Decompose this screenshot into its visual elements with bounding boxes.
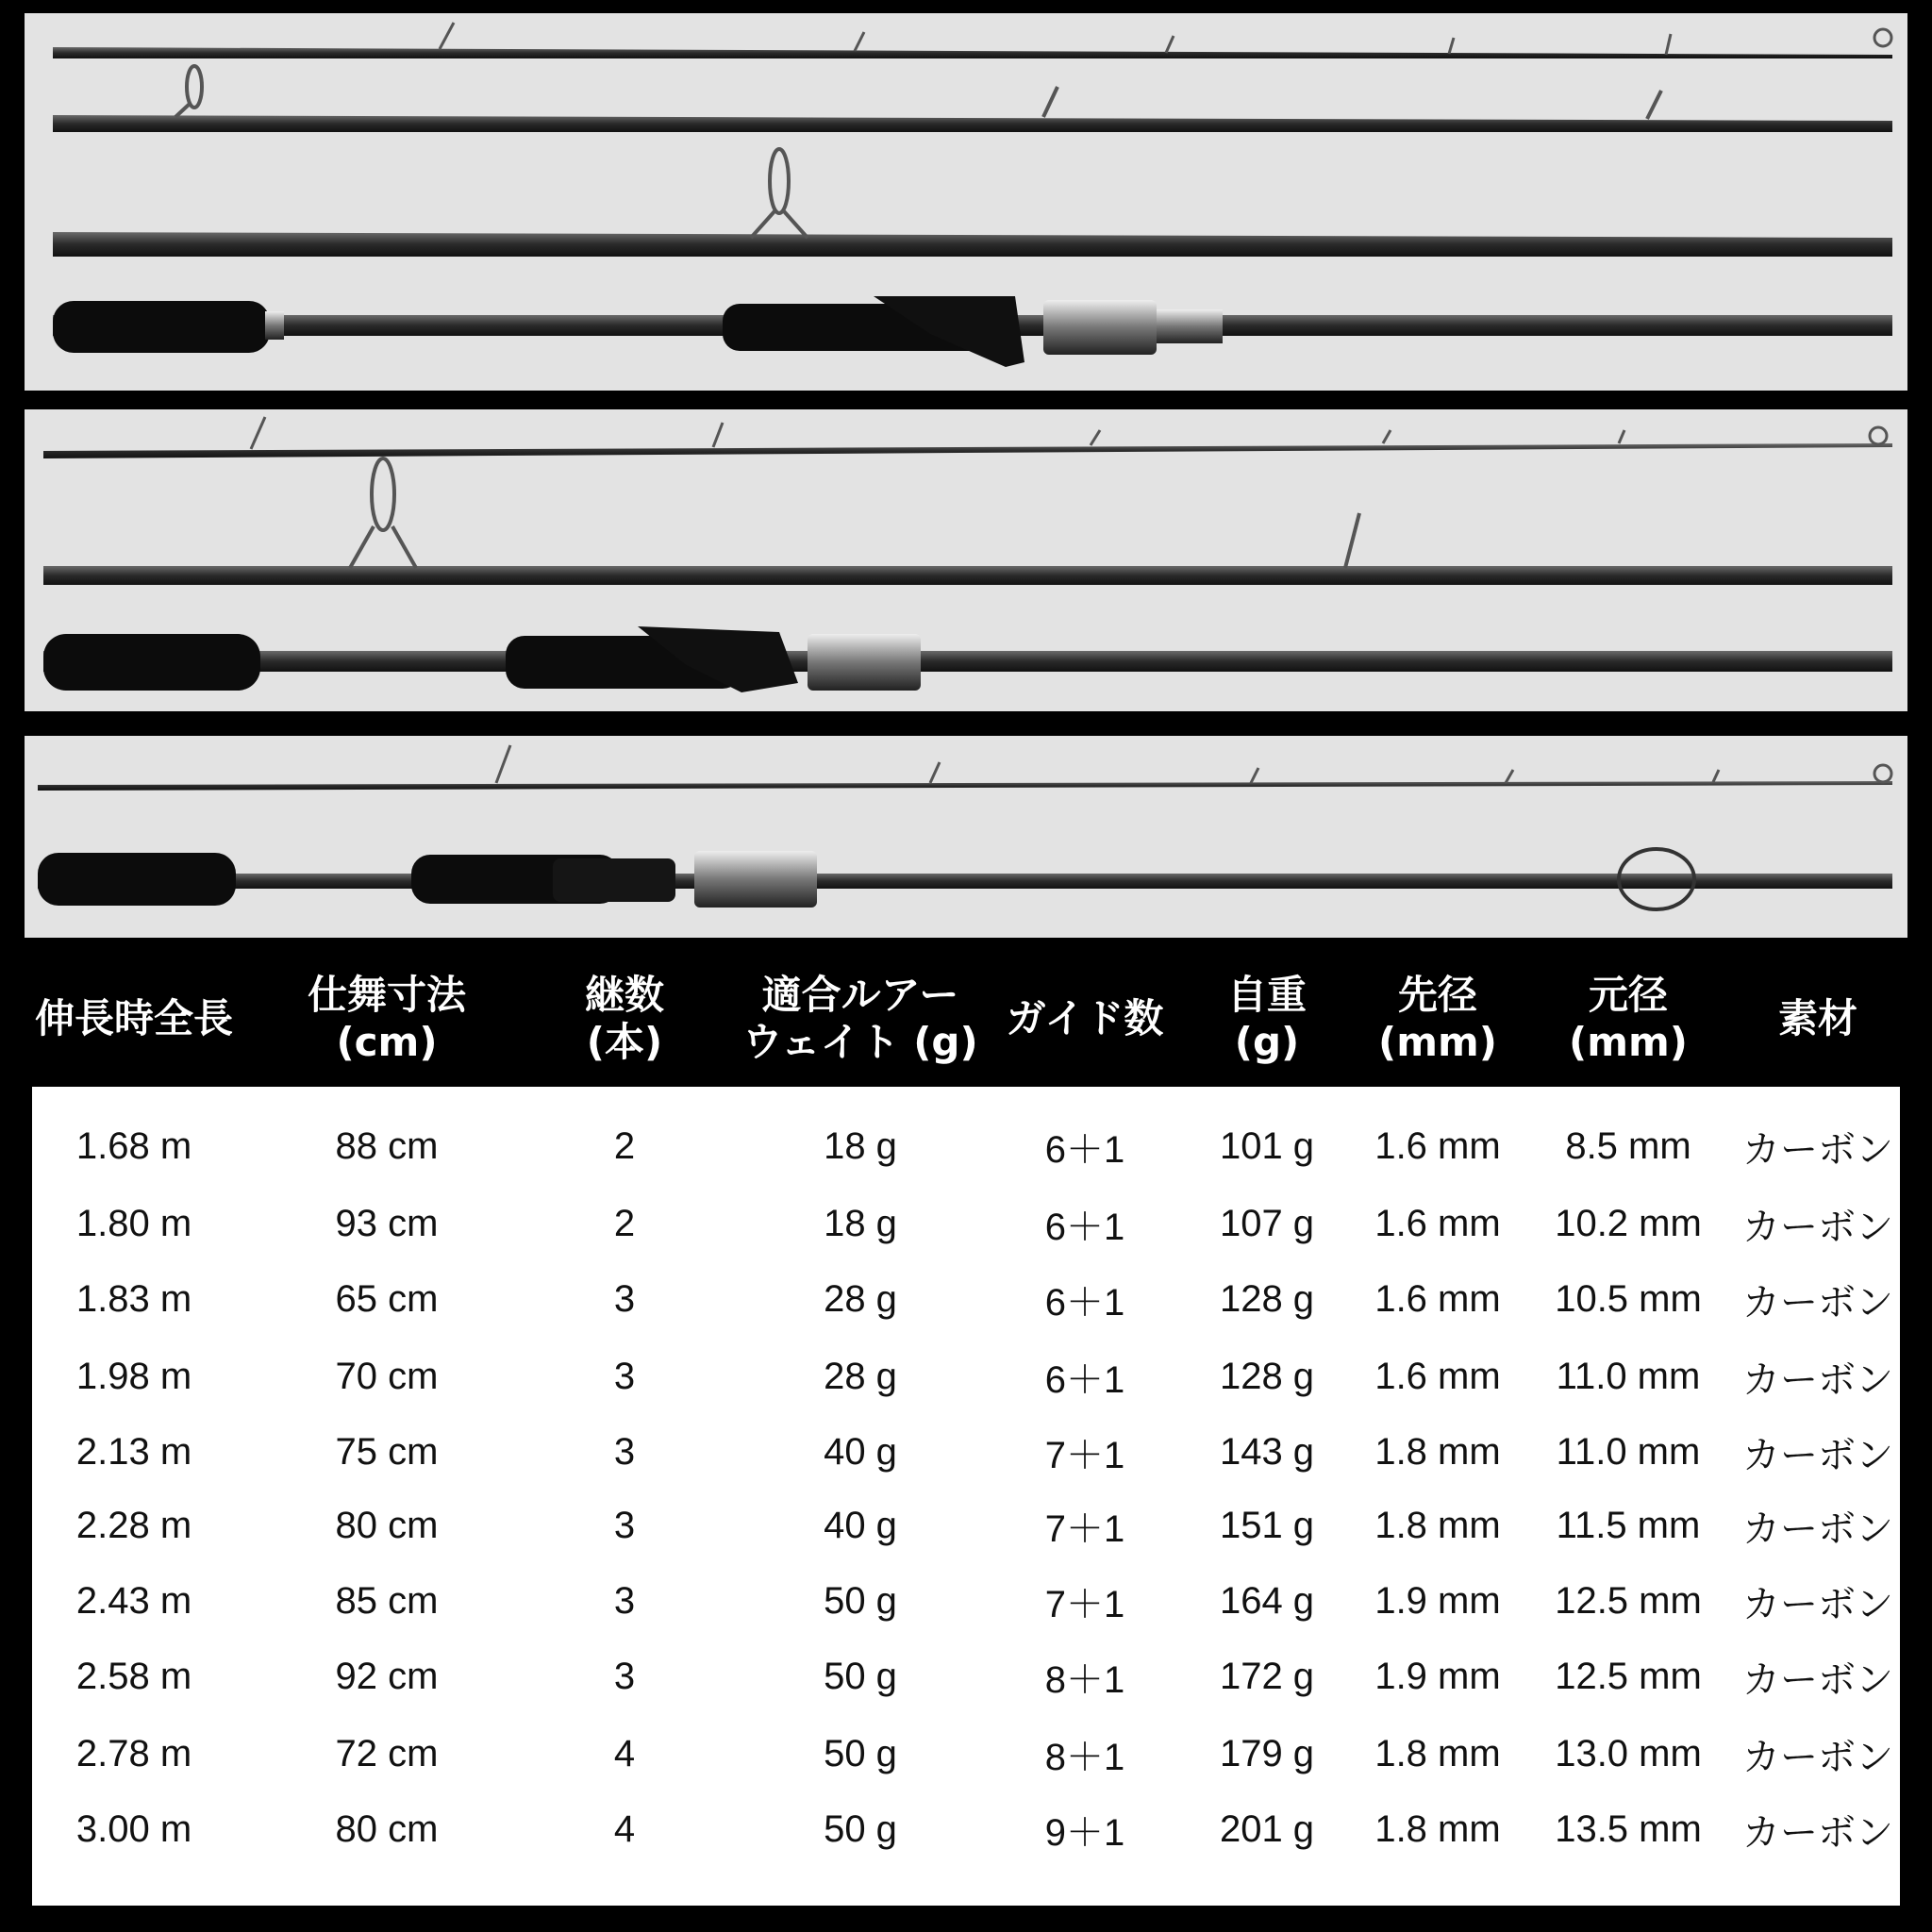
cell-lure: 18 g xyxy=(824,1202,897,1244)
cell-length: 3.00 m xyxy=(75,1807,192,1850)
cell-length: 2.28 m xyxy=(75,1504,192,1546)
cell-tip: 1.8 mm xyxy=(1374,1504,1501,1546)
cell-sections: 4 xyxy=(613,1807,636,1850)
cell-guides: 7＋1 xyxy=(1044,1583,1125,1625)
cell-packed: 70 cm xyxy=(335,1355,439,1397)
cell-weight: 151 g xyxy=(1219,1504,1315,1546)
cell-sections: 3 xyxy=(613,1504,636,1546)
cell-material: カーボン xyxy=(1742,1358,1893,1401)
table-row xyxy=(32,1563,1900,1639)
cell-packed: 75 cm xyxy=(335,1430,439,1473)
cell-tip: 1.8 mm xyxy=(1374,1430,1501,1473)
cell-tip: 1.9 mm xyxy=(1374,1655,1501,1697)
cell-tip: 1.8 mm xyxy=(1374,1732,1501,1774)
cell-tip: 1.6 mm xyxy=(1374,1355,1501,1397)
cell-weight: 172 g xyxy=(1219,1655,1315,1697)
header-guides: ガイド数 xyxy=(1006,995,1164,1041)
cell-material: カーボン xyxy=(1742,1281,1893,1324)
table-row xyxy=(32,1488,1900,1563)
cell-material: カーボン xyxy=(1742,1507,1893,1550)
cell-material: カーボン xyxy=(1742,1128,1893,1171)
cell-weight: 164 g xyxy=(1219,1579,1315,1622)
cell-tip: 1.6 mm xyxy=(1374,1202,1501,1244)
table-row xyxy=(32,1716,1900,1791)
cell-guides: 7＋1 xyxy=(1044,1507,1125,1550)
header-weight: 自重 (g) xyxy=(1226,972,1307,1065)
table-row xyxy=(32,1186,1900,1261)
cell-material: カーボン xyxy=(1742,1434,1893,1476)
cell-length: 2.43 m xyxy=(75,1579,192,1622)
rod-image-3-piece xyxy=(25,409,1907,711)
cell-lure: 50 g xyxy=(824,1655,897,1697)
cell-lure: 50 g xyxy=(824,1732,897,1774)
cell-weight: 128 g xyxy=(1219,1355,1315,1397)
cell-guides: 6＋1 xyxy=(1044,1358,1125,1401)
cell-weight: 128 g xyxy=(1219,1277,1315,1320)
header-butt-diameter: 元径 (mm) xyxy=(1569,972,1688,1065)
cell-lure: 28 g xyxy=(824,1355,897,1397)
table-row xyxy=(32,1791,1900,1867)
cell-packed: 65 cm xyxy=(335,1277,439,1320)
table-row xyxy=(32,1414,1900,1490)
cell-material: カーボン xyxy=(1742,1736,1893,1778)
cell-lure: 28 g xyxy=(824,1277,897,1320)
table-row xyxy=(32,1261,1900,1337)
cell-butt: 12.5 mm xyxy=(1555,1579,1702,1622)
cell-butt: 13.0 mm xyxy=(1555,1732,1702,1774)
header-lure-weight: 適合ルアー ウェイト (g) xyxy=(742,972,978,1065)
cell-butt: 11.0 mm xyxy=(1556,1355,1701,1397)
cell-sections: 4 xyxy=(613,1732,636,1774)
cell-sections: 3 xyxy=(613,1655,636,1697)
header-tip-diameter: 先径 (mm) xyxy=(1378,972,1497,1065)
cell-lure: 50 g xyxy=(824,1807,897,1850)
cell-material: カーボン xyxy=(1742,1206,1893,1248)
cell-guides: 6＋1 xyxy=(1044,1128,1125,1171)
cell-packed: 80 cm xyxy=(335,1807,439,1850)
cell-weight: 107 g xyxy=(1219,1202,1315,1244)
cell-butt: 12.5 mm xyxy=(1555,1655,1702,1697)
cell-packed: 92 cm xyxy=(335,1655,439,1697)
table-row xyxy=(32,1108,1900,1184)
cell-packed: 85 cm xyxy=(335,1579,439,1622)
cell-material: カーボン xyxy=(1742,1658,1893,1701)
cell-lure: 50 g xyxy=(824,1579,897,1622)
cell-weight: 101 g xyxy=(1219,1124,1315,1167)
cell-length: 2.58 m xyxy=(75,1655,192,1697)
cell-tip: 1.8 mm xyxy=(1374,1807,1501,1850)
cell-length: 2.78 m xyxy=(75,1732,192,1774)
cell-packed: 72 cm xyxy=(335,1732,439,1774)
cell-weight: 143 g xyxy=(1219,1430,1315,1473)
table-row xyxy=(32,1339,1900,1414)
cell-sections: 3 xyxy=(613,1430,636,1473)
cell-sections: 3 xyxy=(613,1579,636,1622)
cell-length: 1.98 m xyxy=(75,1355,192,1397)
cell-material: カーボン xyxy=(1742,1583,1893,1625)
cell-butt: 11.5 mm xyxy=(1556,1504,1701,1546)
cell-packed: 80 cm xyxy=(335,1504,439,1546)
cell-lure: 40 g xyxy=(824,1504,897,1546)
cell-guides: 9＋1 xyxy=(1044,1811,1125,1854)
cell-tip: 1.9 mm xyxy=(1374,1579,1501,1622)
table-row xyxy=(32,1639,1900,1714)
cell-sections: 3 xyxy=(613,1355,636,1397)
cell-length: 2.13 m xyxy=(75,1430,192,1473)
cell-material: カーボン xyxy=(1742,1811,1893,1854)
cell-length: 1.83 m xyxy=(75,1277,192,1320)
cell-tip: 1.6 mm xyxy=(1374,1277,1501,1320)
cell-sections: 3 xyxy=(613,1277,636,1320)
cell-tip: 1.6 mm xyxy=(1374,1124,1501,1167)
cell-length: 1.68 m xyxy=(75,1124,192,1167)
cell-guides: 6＋1 xyxy=(1044,1206,1125,1248)
rod-image-4-piece xyxy=(25,13,1907,391)
cell-weight: 201 g xyxy=(1219,1807,1315,1850)
cell-guides: 7＋1 xyxy=(1044,1434,1125,1476)
cell-lure: 40 g xyxy=(824,1430,897,1473)
cell-length: 1.80 m xyxy=(75,1202,192,1244)
cell-packed: 93 cm xyxy=(335,1202,439,1244)
cell-sections: 2 xyxy=(613,1202,636,1244)
cell-butt: 8.5 mm xyxy=(1565,1124,1691,1167)
cell-guides: 8＋1 xyxy=(1044,1736,1125,1778)
header-packed-length: 仕舞寸法 (cm) xyxy=(307,972,467,1065)
cell-butt: 10.2 mm xyxy=(1555,1202,1702,1244)
spec-table-body xyxy=(32,1087,1900,1906)
cell-weight: 179 g xyxy=(1219,1732,1315,1774)
cell-packed: 88 cm xyxy=(335,1124,439,1167)
cell-butt: 11.0 mm xyxy=(1556,1430,1701,1473)
cell-guides: 6＋1 xyxy=(1044,1281,1125,1324)
cell-sections: 2 xyxy=(613,1124,636,1167)
header-length: 伸長時全長 xyxy=(34,995,234,1041)
cell-butt: 13.5 mm xyxy=(1555,1807,1702,1850)
cell-lure: 18 g xyxy=(824,1124,897,1167)
rod-image-2-piece xyxy=(25,736,1907,938)
cell-guides: 8＋1 xyxy=(1044,1658,1125,1701)
header-material: 素材 xyxy=(1777,995,1858,1041)
cell-butt: 10.5 mm xyxy=(1555,1277,1702,1320)
spec-table-header xyxy=(0,958,1932,1080)
header-sections: 継数 (本) xyxy=(584,972,665,1065)
